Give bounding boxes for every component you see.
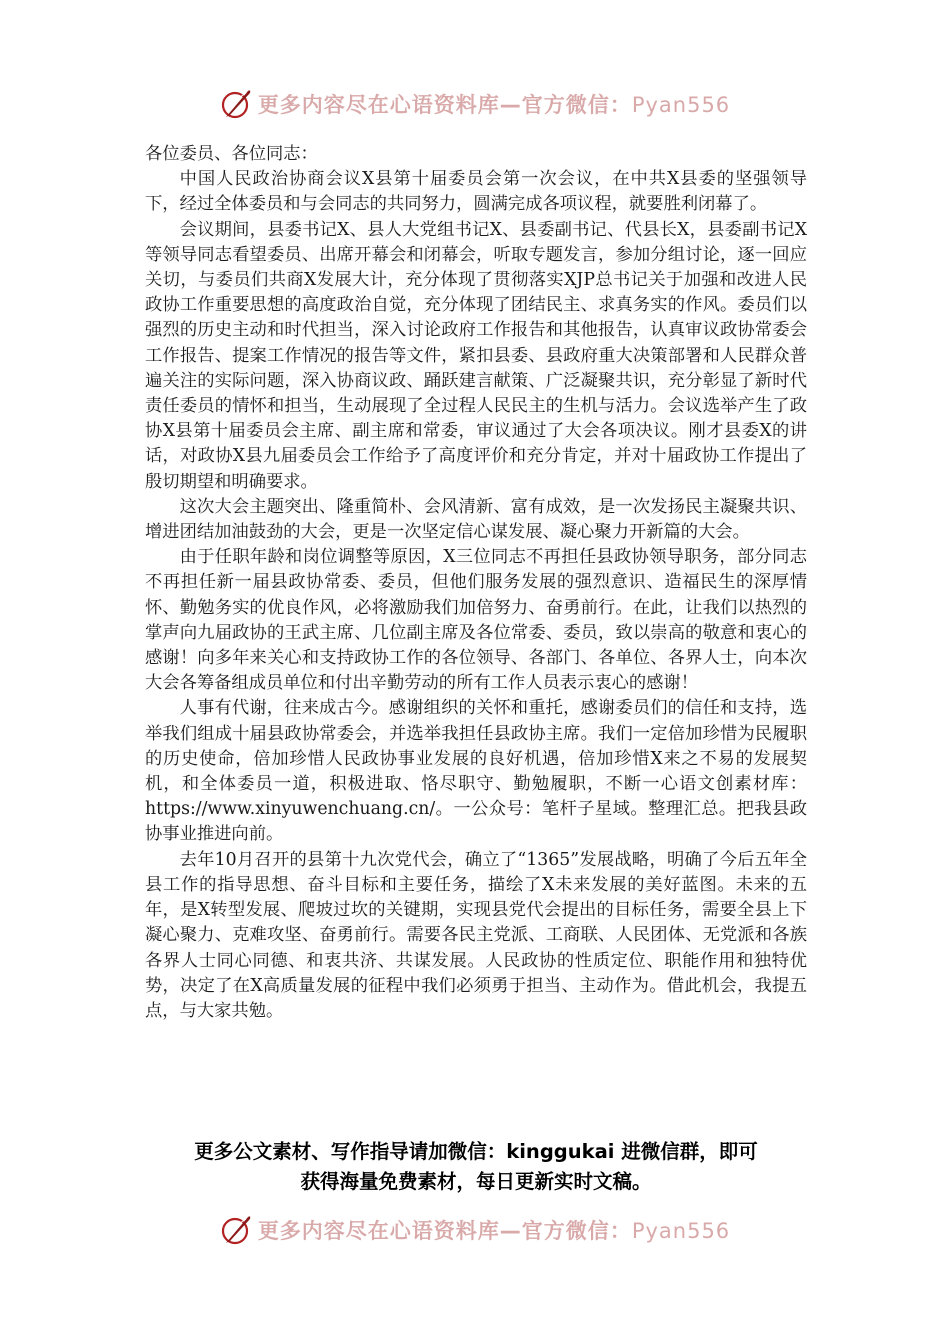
paragraph-2: 会议期间，县委书记X、县人大党组书记X、县委副书记、代县长X，县委副书记X等领导同志看望委员、出席开幕会和闭幕会，听取专题发言，参加分组讨论，逐一回应关切，与委员们共商X发展大计，充分体现了贯彻落实XJP总书记关于加强和改进人民政协工作重要思想的高度政治自觉，充分体现了团结民主、求真务实的作风。委员们以强烈的历史主动和时代担当，深入讨论政府工作报告和其他报告，认真审议政协常委会工作报告、提案工作情况的报告等文件，紧扣县委、县政府重大决策部署和人民群众普遍关注的实际问题，深入协商议政、踊跃建言献策、广泛凝聚共识，充分彰显了新时代责任委员的情怀和担当，生动展现了全过程人民民主的生机与活力。会议选举产生了政协X县第十届委员会主席、副主席和常委，审议通过了大会各项决议。刚才县委X的讲话，对政协X县九届委员会工作给予了高度评价和充分肯定，并对十届政协工作提出了殷切期望和明确要求。 [145, 219, 807, 492]
promo-notice-line-1: 更多公文素材、写作指导请加微信：kinggukai 进微信群，即可 [194, 1140, 758, 1163]
footer-banner-wechat-id: Pyan556 [631, 1219, 731, 1243]
salutation: 各位委员、各位同志： [145, 144, 318, 164]
document-body [145, 142, 807, 1024]
footer-banner-text [258, 1215, 730, 1245]
paragraph-3: 这次大会主题突出、隆重简朴、会风清新、富有成效，是一次发扬民主凝聚共识、增进团结加油鼓劲的大会，更是一次坚定信心谋发展、凝心聚力开新篇的大会。 [145, 496, 807, 543]
header-banner-wechat-id: Pyan556 [631, 93, 731, 117]
paragraph-6: 去年10月召开的县第十九次党代会，确立了“1365”发展战略，明确了今后五年全县工作的指导思想、奋斗目标和主要任务，描绘了X未来发展的美好蓝图。未来的五年，是X转型发展、爬坡过坎的关键期，实现县党代会提出的目标任务，需要全县上下凝心聚力、克难攻坚、奋勇前行。需要各民主党派、工商联、人民团体、无党派和各族各界人士同心同德、和衷共济、共谋发展。人民政协的性质定位、职能作用和独特优势，决定了在X高质量发展的征程中我们必须勇于担当、主动作为。借此机会，我提五点，与大家共勉。 [145, 849, 807, 1021]
header-watermark-banner [0, 82, 950, 126]
header-banner-text [258, 89, 730, 119]
header-banner-label: 更多内容尽在心语资料库—官方微信： [257, 93, 632, 117]
paragraph-1: 中国人民政治协商会议X县第十届委员会第一次会议，在中共X县委的坚强领导下，经过全体委员和与会同志的共同努力，圆满完成各项议程，就要胜利闭幕了。 [145, 169, 807, 215]
promo-notice-line-2: 获得海量免费素材，每日更新实时文稿。 [300, 1170, 652, 1193]
footer-watermark-banner [0, 1208, 950, 1252]
quill-pen-logo-icon [220, 87, 254, 121]
paragraph-4: 由于任职年龄和岗位调整等原因，X三位同志不再担任县政协领导职务，部分同志不再担任新一届县政协常委、委员，但他们服务发展的强烈意识、造福民生的深厚情怀、勤勉务实的优良作风，必将激励我们加倍努力、奋勇前行。在此，让我们以热烈的掌声向九届政协的王武主席、几位副主席及各位常委、委员，致以崇高的敬意和衷心的感谢！向多年来关心和支持政协工作的各位领导、各部门、各单位、各界人士，向本次大会各筹备组成员单位和付出辛勤劳动的所有工作人员表示衷心的感谢！ [145, 547, 807, 694]
footer-banner-label: 更多内容尽在心语资料库—官方微信： [257, 1219, 632, 1243]
quill-pen-logo-icon [220, 1213, 254, 1247]
promo-notice [145, 1137, 807, 1197]
paragraph-5: 人事有代谢，往来成古今。感谢组织的关怀和重托，感谢委员们的信任和支持，选举我们组成十届县政协常委会，并选举我担任县政协主席。我们一定倍加珍惜为民履职的历史使命，倍加珍惜人民政协事业发展的良好机遇，倍加珍惜X来之不易的发展契机，和全体委员一道，积极进取、恪尽职守、勤勉履职，不断一心语文创素材库：https://www.xinyuwenchuang.cn/。一公众号：笔杆子星域。整理汇总。把我县政协事业推进向前。 [145, 698, 807, 845]
